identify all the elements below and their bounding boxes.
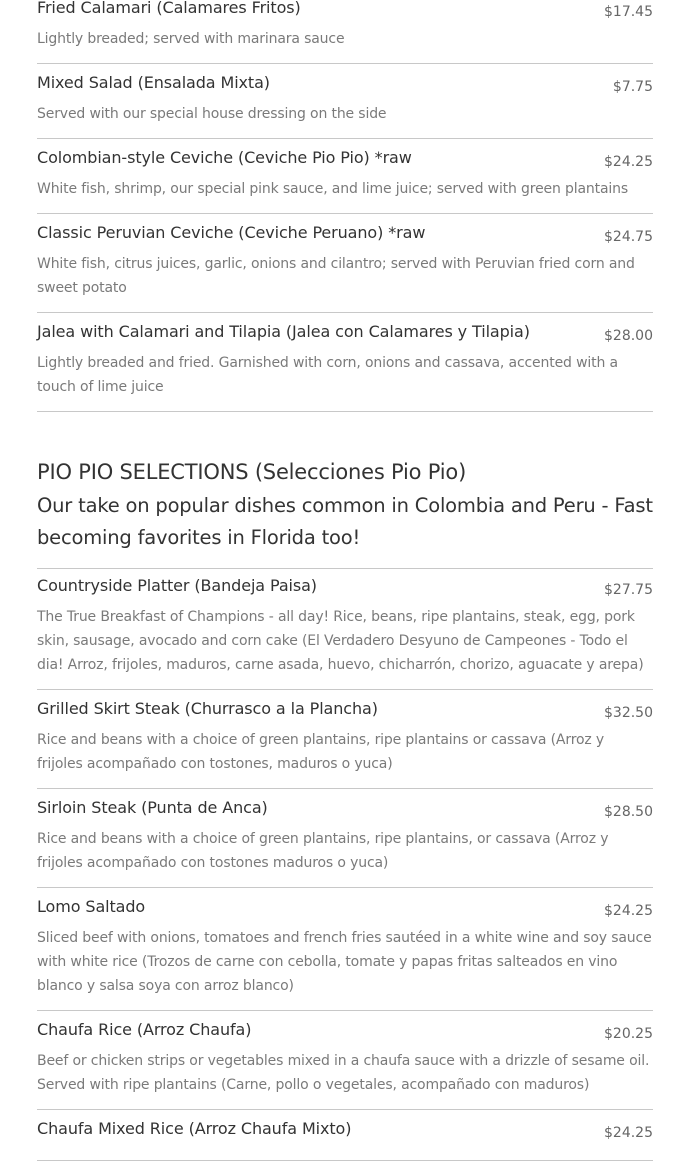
menu-item-name: Sirloin Steak (Punta de Anca) (37, 798, 268, 817)
menu-item (37, 1110, 653, 1161)
menu-item-price: $32.50 (604, 705, 653, 721)
menu-item (37, 64, 653, 139)
menu-item (37, 888, 653, 1011)
menu-page (37, 0, 653, 1161)
menu-item-price: $24.75 (604, 229, 653, 245)
menu-item-name: Colombian-style Ceviche (Ceviche Pio Pio) *raw (37, 148, 412, 167)
menu-item-name: Lomo Saltado (37, 897, 146, 916)
menu-item-description: Served with our special house dressing on the side (37, 106, 387, 122)
menu-item-price: $24.25 (604, 903, 653, 919)
menu-item-price: $7.75 (612, 79, 653, 95)
menu-item-description: Lightly breaded and fried. Garnished with corn, onions and cassava, accented with a touch of lime juice (37, 355, 618, 395)
menu-item-description: White fish, citrus juices, garlic, onions and cilantro; served with Peruvian fried corn and sweet potato (37, 256, 635, 296)
menu-section-header (37, 412, 653, 569)
menu-item-description: Rice and beans with a choice of green plantains, ripe plantains or cassava (Arroz y frijoles acompañado con tostones, maduros o yuca) (37, 732, 605, 772)
menu-item-name: Chaufa Rice (Arroz Chaufa) (37, 1020, 252, 1039)
menu-item-description: Rice and beans with a choice of green plantains, ripe plantains, or cassava (Arroz y frijoles acompañado con tostones maduros o yuca) (37, 831, 609, 871)
menu-item (37, 139, 653, 214)
menu-item-price: $28.50 (604, 804, 653, 820)
menu-item (37, 313, 653, 412)
menu-item-price: $17.45 (604, 4, 653, 20)
menu-item-name: Countryside Platter (Bandeja Paisa) (37, 576, 317, 595)
menu-item-name: Mixed Salad (Ensalada Mixta) (37, 73, 270, 92)
menu-item (37, 214, 653, 313)
menu-item-name: Chaufa Mixed Rice (Arroz Chaufa Mixto) (37, 1119, 352, 1138)
menu-item (37, 1011, 653, 1110)
menu-item-name: Classic Peruvian Ceviche (Ceviche Peruano) *raw (37, 223, 426, 242)
menu-item-price: $24.25 (604, 1125, 653, 1141)
menu-item (37, 690, 653, 789)
section-title: PIO PIO SELECTIONS (Selecciones Pio Pio) (37, 460, 467, 484)
menu-item-price: $24.25 (604, 154, 653, 170)
section-subtitle: Our take on popular dishes common in Colombia and Peru - Fast becoming favorites in Florida too! (37, 494, 653, 549)
menu-item-name: Jalea with Calamari and Tilapia (Jalea con Calamares y Tilapia) (37, 322, 530, 341)
menu-item-description: Beef or chicken strips or vegetables mixed in a chaufa sauce with a drizzle of sesame oil. Served with ripe plantains (Carne, pollo o vegetales, acompañado con maduros) (37, 1053, 650, 1093)
menu-item-name: Fried Calamari (Calamares Fritos) (37, 0, 301, 17)
menu-item-price: $27.75 (604, 582, 653, 598)
menu-item-description: White fish, shrimp, our special pink sauce, and lime juice; served with green plantains (37, 181, 629, 197)
menu-item-description: Sliced beef with onions, tomatoes and french fries sautéed in a white wine and soy sauce with white rice (Trozos de carne con cebolla, tomate y papas fritas salteados en vino blanco y salsa soya con arroz blanco) (37, 930, 652, 994)
menu-item-description: The True Breakfast of Champions - all day! Rice, beans, ripe plantains, steak, egg, pork skin, sausage, avocado and corn cake (El Verdadero Desyuno de Campeones - Todo el dia! Arroz, frijoles, maduros, carne asada, huevo, chicharrón, chorizo, aguacate y arepa) (37, 609, 644, 673)
menu-item-name: Grilled Skirt Steak (Churrasco a la Plancha) (37, 699, 378, 718)
menu-item-description: Lightly breaded; served with marinara sauce (37, 31, 345, 47)
menu-item (37, 789, 653, 888)
menu-item-price: $28.00 (604, 328, 653, 344)
menu-item (37, 569, 653, 690)
menu-item-price: $20.25 (604, 1026, 653, 1042)
menu-item (37, 0, 653, 64)
